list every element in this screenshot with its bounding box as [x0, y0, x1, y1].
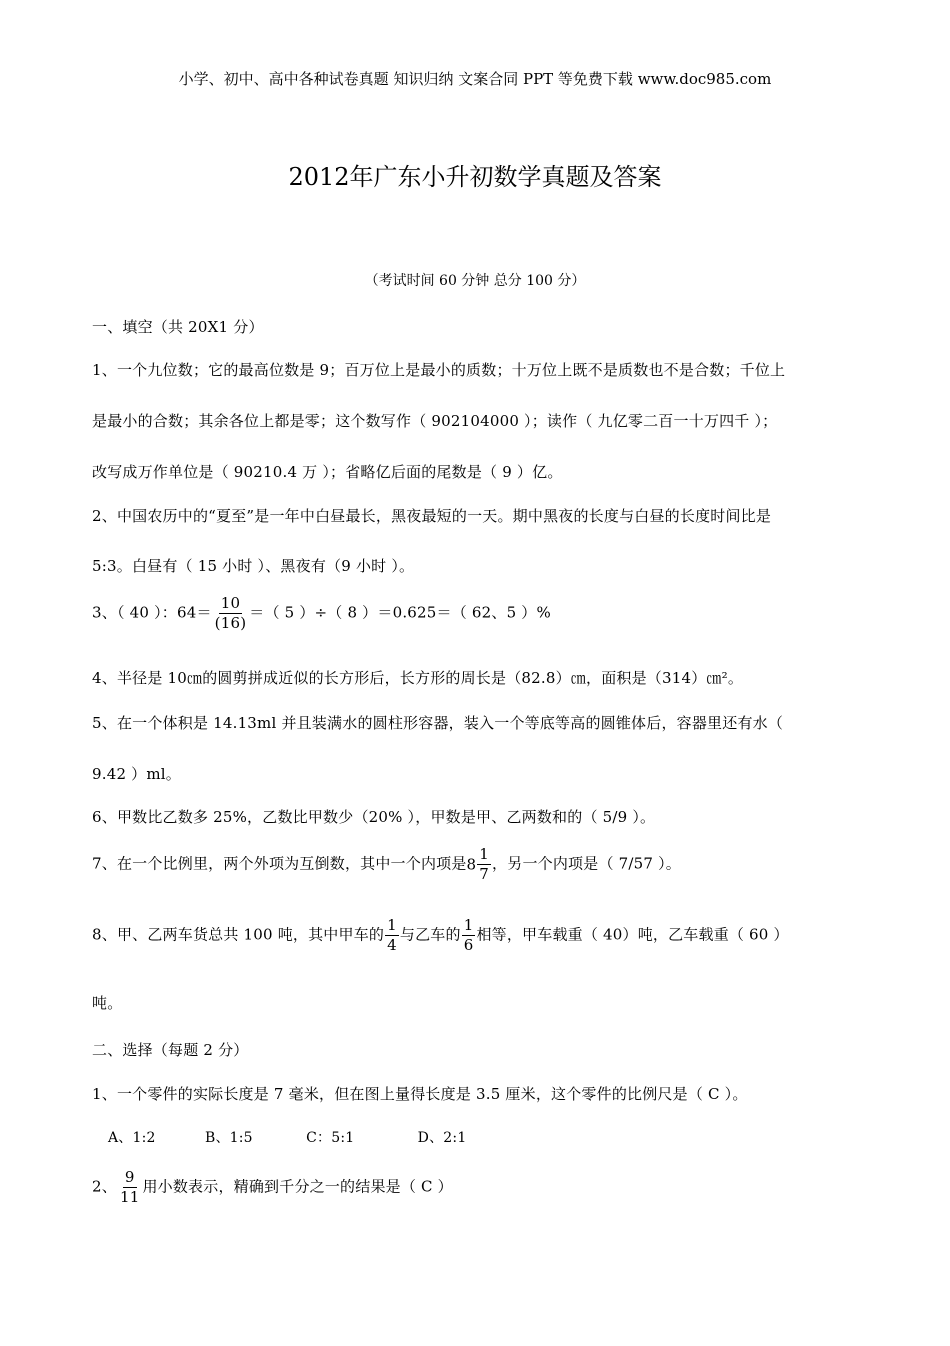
- s2-q2-fraction: [118, 1170, 142, 1205]
- fraction-denominator: (16): [214, 614, 247, 632]
- option-c: C：5:1: [306, 1130, 355, 1146]
- fraction-numerator: 1: [479, 845, 490, 863]
- s2-q2-prefix: 2、: [92, 1177, 117, 1196]
- fraction-denominator: 11: [119, 1188, 140, 1206]
- s2-q2: [92, 1170, 453, 1205]
- fraction-numerator: 1: [387, 916, 397, 934]
- q7-prefix: 7、在一个比例里，两个外项为互倒数，其中一个内项是: [92, 854, 467, 873]
- fraction-denominator: 4: [387, 936, 397, 954]
- option-a: A、1:2: [108, 1130, 156, 1146]
- q8-fraction-1: [385, 918, 399, 953]
- fraction-numerator: 9: [124, 1168, 135, 1186]
- q7-fraction: [477, 847, 491, 882]
- q7: [92, 847, 681, 882]
- fraction-numerator: 1: [463, 916, 474, 934]
- q3-prefix: 3、（ 40 ）：64＝: [92, 603, 212, 622]
- q8-line2: 吨。: [92, 994, 123, 1012]
- section1-heading: 一、填空（共 20X1 分）: [92, 318, 264, 336]
- s2-q1-options: [108, 1127, 466, 1147]
- q2-line1: 2、中国农历中的“夏至”是一年中白昼最长，黑夜最短的一天。期中黑夜的长度与白昼的长度时间比是: [92, 507, 772, 525]
- page-header: 小学、初中、高中各种试卷真题 知识归纳 文案合同 PPT 等免费下载 www.doc985.com: [178, 70, 772, 88]
- q2-line2: 5:3。白昼有（ 15 小时 ）、黑夜有（9 小时 ）。: [92, 557, 415, 575]
- section2-heading: 二、选择（每题 2 分）: [92, 1041, 249, 1059]
- fraction-denominator: 7: [479, 865, 490, 883]
- fraction-numerator: 10: [220, 594, 241, 612]
- q4: 4、半径是 10㎝的圆剪拼成近似的长方形后，长方形的周长是（82.8）㎝，面积是（314）㎝²。: [92, 669, 744, 687]
- s2-q1: 1、一个零件的实际长度是 7 毫米，但在图上量得长度是 3.5 厘米，这个零件的比例尺是（ C ）。: [92, 1085, 748, 1103]
- page-title: 2012年广东小升初数学真题及答案: [288, 163, 662, 191]
- fraction-denominator: 6: [463, 936, 474, 954]
- q6: 6、甲数比乙数多 25%，乙数比甲数少（20% ），甲数是甲、乙两数和的（ 5/9 ）。: [92, 808, 656, 826]
- q7-mixed-integer: 8: [466, 855, 477, 874]
- q8-line1: [92, 918, 789, 953]
- q5-line2: 9.42 ）ml。: [92, 765, 181, 783]
- q8-suffix: 相等，甲车载重（ 40）吨，乙车载重（ 60 ）: [476, 925, 789, 944]
- q3-fraction: [213, 596, 249, 631]
- q8-middle: 与乙车的: [399, 925, 461, 944]
- option-d: D、2:1: [417, 1130, 467, 1146]
- exam-info: （考试时间 60 分钟 总分 100 分）: [364, 273, 586, 289]
- q7-suffix: ，另一个内项是（ 7/57 ）。: [492, 854, 681, 873]
- q5-line1: 5、在一个体积是 14.13ml 并且装满水的圆柱形容器，装入一个等底等高的圆锥体后，容器里还有水（: [92, 714, 784, 732]
- q8-prefix: 8、甲、乙两车货总共 100 吨，其中甲车的: [92, 925, 385, 944]
- q3: [92, 596, 551, 631]
- q1-line2: 是最小的合数；其余各位上都是零；这个数写作（ 902104000 ）；读作（ 九亿零二百一十万四千 ）；: [92, 412, 778, 430]
- option-b: B、1:5: [204, 1130, 253, 1146]
- q1-line1: 1、一个九位数；它的最高位数是 9；百万位上是最小的质数；十万位上既不是质数也不是合数；千位上: [92, 361, 786, 379]
- q1-line3: 改写成万作单位是（ 90210.4 万 ）；省略亿后面的尾数是（ 9 ）亿。: [92, 463, 563, 481]
- s2-q2-suffix: 用小数表示，精确到千分之一的结果是（ C ）: [142, 1177, 453, 1196]
- q8-fraction-2: [462, 918, 476, 953]
- q3-suffix: ＝（ 5 ）÷（ 8 ）＝0.625＝（ 62、5 ）%: [249, 603, 551, 622]
